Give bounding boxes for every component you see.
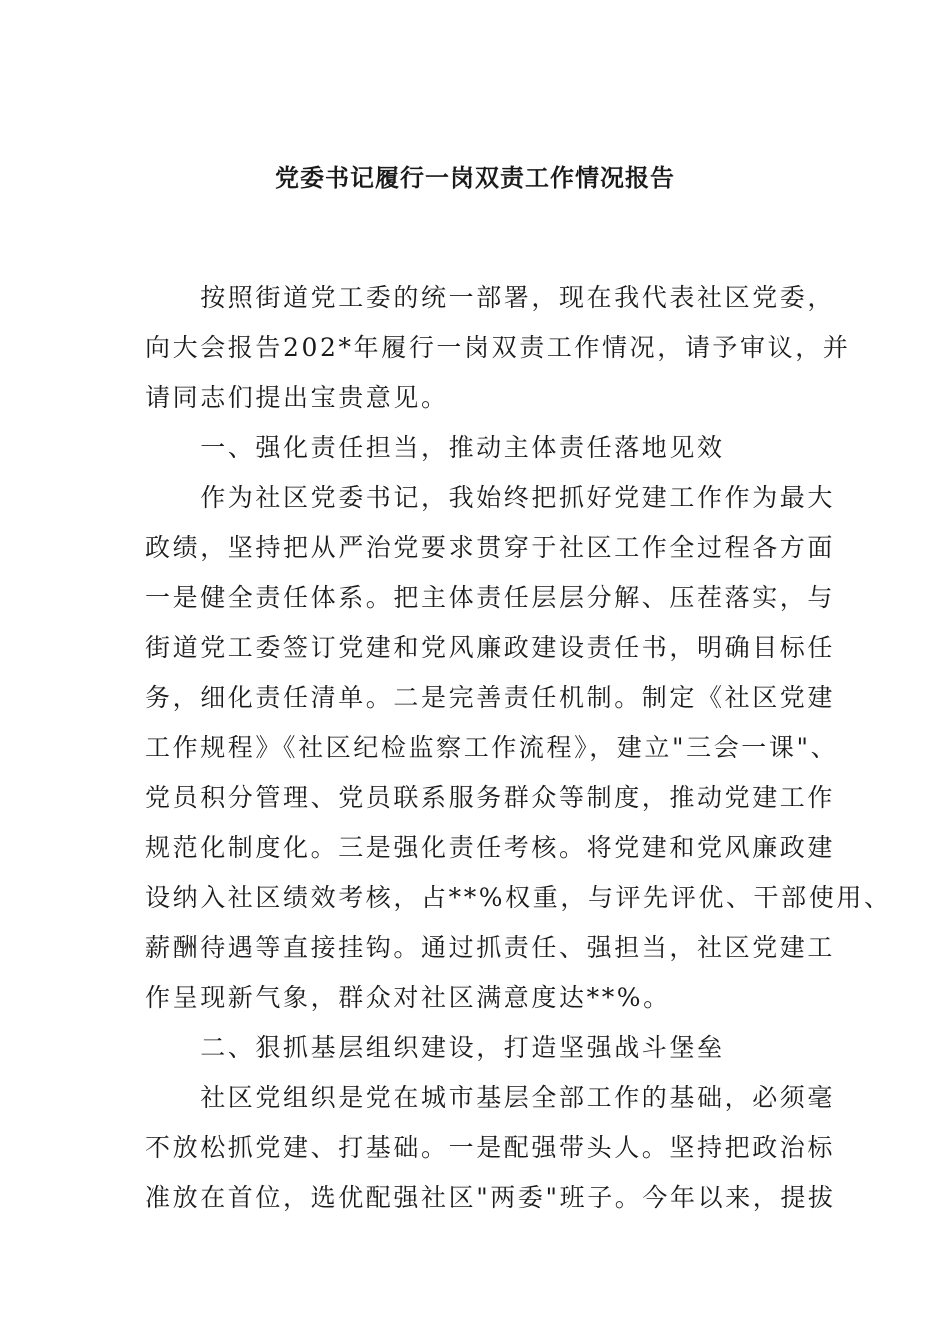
paragraph-line: 街道党工委签订党建和党风廉政建设责任书，明确目标任 xyxy=(145,633,836,662)
section-heading: 一、强化责任担当，推动主体责任落地见效 xyxy=(145,433,725,462)
paragraph-line: 薪酬待遇等直接挂钩。通过抓责任、强担当，社区党建工 xyxy=(145,933,836,962)
section-heading: 二、狠抓基层组织建设，打造坚强战斗堡垒 xyxy=(145,1033,725,1062)
paragraph-line: 规范化制度化。三是强化责任考核。将党建和党风廉政建 xyxy=(145,833,836,862)
paragraph-line: 准放在首位，选优配强社区"两委"班子。今年以来，提拔 xyxy=(145,1183,836,1212)
paragraph-line: 政绩，坚持把从严治党要求贯穿于社区工作全过程各方面 xyxy=(145,533,836,562)
paragraph-line: 向大会报告202*年履行一岗双责工作情况，请予审议，并 xyxy=(145,333,851,362)
paragraph-line: 一是健全责任体系。把主体责任层层分解、压茬落实，与 xyxy=(145,583,836,612)
paragraph-line: 按照街道党工委的统一部署，现在我代表社区党委， xyxy=(145,283,836,312)
paragraph-line: 请同志们提出宝贵意见。 xyxy=(145,383,449,412)
paragraph-line: 工作规程》《社区纪检监察工作流程》，建立"三会一课"、 xyxy=(145,733,839,762)
paragraph-line: 作呈现新气象，群众对社区满意度达**%。 xyxy=(145,983,671,1012)
paragraph-line: 务，细化责任清单。二是完善责任机制。制定《社区党建 xyxy=(145,683,836,712)
paragraph-line: 作为社区党委书记，我始终把抓好党建工作作为最大 xyxy=(145,483,836,512)
paragraph-line: 社区党组织是党在城市基层全部工作的基础，必须毫 xyxy=(145,1083,836,1112)
paragraph-line: 设纳入社区绩效考核，占**%权重，与评先评优、干部使用、 xyxy=(145,883,892,912)
document-title: 党委书记履行一岗双责工作情况报告 xyxy=(275,163,675,192)
paragraph-line: 不放松抓党建、打基础。一是配强带头人。坚持把政治标 xyxy=(145,1133,836,1162)
paragraph-line: 党员积分管理、党员联系服务群众等制度，推动党建工作 xyxy=(145,783,836,812)
